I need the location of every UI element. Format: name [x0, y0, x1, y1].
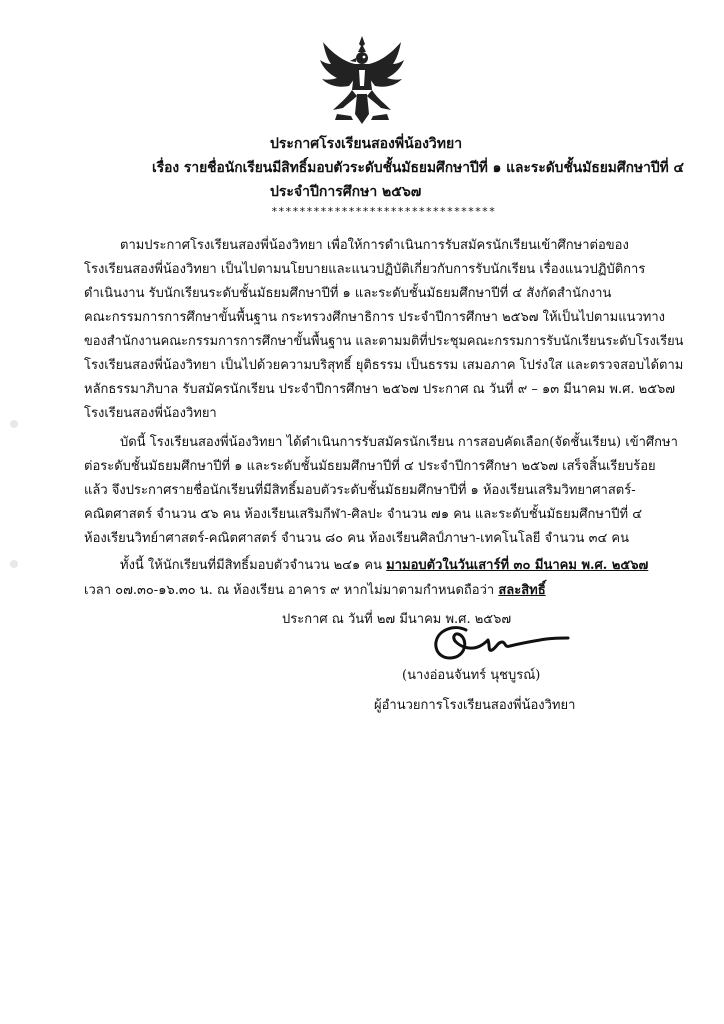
paragraph1-line-2: โรงเรียนสองพี่น้องวิทยา เป็นไปตามนโยบายและแนวปฏิบัติเกี่ยวกับการรับนักเรียน เรื่องแนวปฏิบัติการ [84, 262, 646, 277]
paragraph3-line [120, 557, 648, 575]
paragraph4-line [84, 582, 546, 600]
punch-hole-mark [10, 560, 18, 568]
paragraph2-line-2: ต่อระดับชั้นมัธยมศึกษาปีที่ ๑ และระดับชั้นมัธยมศึกษาปีที่ ๔ ประจำปีการศึกษา ๒๕๖๗ เสร็จสิ้นเรียบร้อย [84, 459, 656, 474]
paragraph2-line-5: ห้องเรียนวิทย์าศาสตร์-คณิตศาสตร์ จำนวน ๘๐ คน ห้องเรียนศิลป์ภาษา-เทคโนโลยี จำนวน ๓๔ คน [84, 531, 630, 546]
report-date-emphasis: มามอบตัวในวันเสาร์ที่ ๓๐ มีนาคม พ.ศ. ๒๕๖๗ [386, 558, 649, 573]
paragraph2-line-1: บัดนี้ โรงเรียนสองพี่น้องวิทยา ได้ดำเนินการรับสมัครนักเรียน การสอบคัดเลือก(จัดชั้นเรียน) เข้าศึกษา [120, 435, 678, 450]
signer-position: ผู้อำนวยการโรงเรียนสองพี่น้องวิทยา [374, 698, 576, 713]
paragraph2-line-4: คณิตศาสตร์ จำนวน ๕๖ คน ห้องเรียนเสริมกีฬา-ศิลปะ จำนวน ๗๑ คน และระดับชั้นมัธยมศึกษาปีที่ ๔ [84, 507, 643, 522]
announcement-title: ประกาศโรงเรียนสองพี่น้องวิทยา [270, 136, 463, 152]
paragraph3-plain-text: ทั้งนี้ ให้นักเรียนที่มีสิทธิ์มอบตัวจำนวน ๒๔๑ คน [120, 558, 382, 573]
separator-line: ******************************** [271, 205, 496, 218]
announcement-subject: เรื่อง รายชื่อนักเรียนมีสิทธิ์มอบตัวระดับชั้นมัธยมศึกษาปีที่ ๑ และระดับชั้นมัธยมศึกษาปีที่ ๔ [152, 160, 684, 176]
paragraph1-line-1: ตามประกาศโรงเรียนสองพี่น้องวิทยา เพื่อให้การดำเนินการรับสมัครนักเรียนเข้าศึกษาต่อของ [120, 238, 629, 253]
garuda-emblem-icon [317, 34, 407, 126]
paragraph1-line-3: ดำเนินงาน รับนักเรียนระดับชั้นมัธยมศึกษาปีที่ ๑ และระดับชั้นมัธยมศึกษาปีที่ ๔ สังกัดสำนักงาน [84, 286, 612, 301]
paragraph1-line-5: ของสำนักงานคณะกรรมการการศึกษาขั้นพื้นฐาน และตามมติที่ประชุมคณะกรรมการรับนักเรียนระดับโรงเรียน [84, 334, 684, 349]
announcement-date: ประกาศ ณ วันที่ ๒๗ มีนาคม พ.ศ. ๒๕๖๗ [282, 612, 512, 627]
paragraph4-plain-text: เวลา ๐๗.๓๐-๑๖.๓๐ น. ณ ห้องเรียน อาคาร ๙ หากไม่มาตามกำหนดถือว่า [84, 583, 495, 598]
academic-year: ประจำปีการศึกษา ๒๕๖๗ [270, 184, 422, 200]
punch-hole-mark [10, 420, 18, 428]
paragraph1-line-7: หลักธรรมาภิบาล รับสมัครนักเรียน ประจำปีการศึกษา ๒๕๖๗ ประกาศ ณ วันที่ ๙ – ๑๓ มีนาคม พ.ศ. ๒๕๖๗ [84, 382, 676, 397]
signer-name: (นางอ่อนจันทร์ นุชบูรณ์) [402, 668, 541, 683]
paragraph1-line-4: คณะกรรมการการศึกษาขั้นพื้นฐาน กระทรวงศึกษาธิการ ประจำปีการศึกษา ๒๕๖๗ ให้เป็นไปตามแนวทาง [84, 310, 666, 325]
paragraph1-line-8: โรงเรียนสองพี่น้องวิทยา [84, 406, 217, 421]
paragraph1-line-6: โรงเรียนสองพี่น้องวิทยา เป็นไปด้วยความบริสุทธิ์ ยุติธรรม เป็นธรรม เสมอภาค โปร่งใส และตรวจสอบได้ตาม [84, 358, 684, 373]
forfeit-emphasis: สละสิทธิ์ [498, 583, 546, 598]
paragraph2-line-3: แล้ว จึงประกาศรายชื่อนักเรียนที่มีสิทธิ์มอบตัวระดับชั้นมัธยมศึกษาปีที่ ๑ ห้องเรียนเสริมวิทยาศาสตร์- [84, 483, 636, 498]
